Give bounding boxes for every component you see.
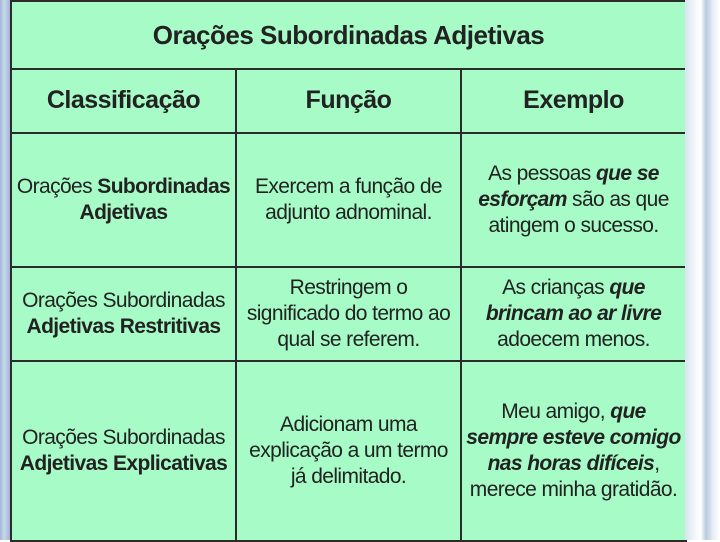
classificacao-bold-text: Subordinadas Adjetivas	[79, 174, 231, 224]
header-classificacao: Classificação	[11, 69, 236, 133]
funcao-cell: Adicionam uma explicação a um termo já delimitado.	[236, 361, 461, 541]
funcao-cell: Restringem o significado do termo ao qual se referem.	[236, 267, 461, 361]
classificacao-bold-text: Adjetivas Explicativas	[19, 452, 228, 475]
table-row	[11, 361, 686, 541]
exemplo-text: As pessoas	[488, 161, 596, 185]
exemplo-cell	[461, 361, 686, 541]
classificacao-cell	[11, 133, 236, 267]
table-row	[11, 133, 686, 267]
exemplo-text-end: são as que atingem o sucesso.	[488, 187, 669, 238]
table-title: Orações Subordinadas Adjetivas	[11, 1, 686, 69]
exemplo-highlight: que se esforçam	[478, 161, 659, 211]
classificacao-bold-text: Adjetivas Restritivas	[26, 315, 221, 338]
exemplo-text: As crianças	[502, 275, 610, 299]
exemplo-text-end: , merece minha gratidão.	[469, 452, 678, 502]
classification-table	[10, 0, 687, 542]
classificacao-text: Orações Subordinadas	[22, 425, 225, 449]
exemplo-cell	[461, 133, 686, 267]
slide-frame-left	[0, 0, 10, 540]
exemplo-highlight: que sempre esteve comigo nas horas difíceis	[466, 399, 681, 475]
exemplo-highlight: que brincam ao ar livre	[485, 275, 662, 325]
funcao-cell: Exercem a função de adjunto adnominal.	[236, 133, 461, 267]
exemplo-text-end: adoecem menos.	[497, 328, 650, 352]
slide-frame-right	[685, 0, 720, 540]
exemplo-text: Meu amigo,	[501, 399, 611, 423]
classificacao-cell	[11, 267, 236, 361]
classificacao-text: Orações	[16, 174, 98, 198]
header-funcao: Função	[236, 69, 461, 133]
classificacao-text: Orações Subordinadas	[22, 288, 225, 312]
table-image	[10, 0, 685, 540]
classificacao-cell	[11, 361, 236, 541]
table-row	[11, 267, 686, 361]
exemplo-cell	[461, 267, 686, 361]
header-exemplo: Exemplo	[461, 69, 686, 133]
